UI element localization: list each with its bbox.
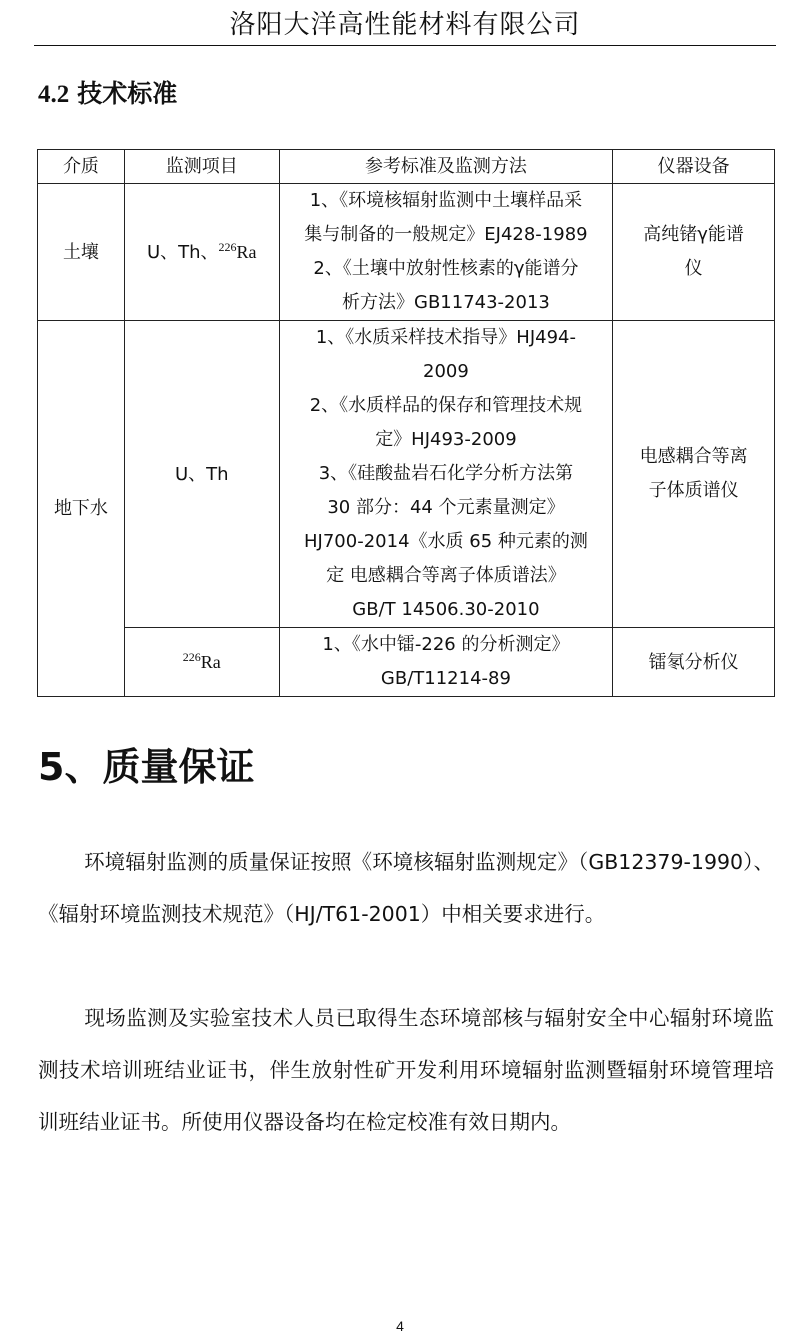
reference-cell (279, 321, 613, 628)
header-medium: 介质 (38, 150, 125, 184)
paragraph-text: 现场监测及实验室技术人员已取得生态环境部核与辐射安全中心辐射环境监测技术培训班结业证书，伴生放射性矿开发利用环境辐射监测暨辐射环境管理培训班结业证书。所使用仪器设备均在检定校准有效日期内。 (38, 1006, 774, 1134)
table-row (38, 184, 775, 321)
table-row (38, 321, 775, 628)
instrument-cell: 镭氡分析仪 (613, 628, 775, 697)
reference-line: 2009 (423, 361, 469, 382)
instrument-cell (613, 184, 775, 321)
page-header-company: 洛阳大洋高性能材料有限公司 (229, 10, 581, 40)
isotope-mass: 226 (182, 649, 201, 664)
reference-line: 定 电感耦合等离子体质谱法》 (326, 565, 566, 586)
reference-line: HJ700-2014《水质 65 种元素的测 (304, 531, 588, 552)
reference-cell (279, 184, 613, 321)
reference-line: GB/T 14506.30-2010 (352, 599, 540, 620)
medium-cell: 土壤 (38, 184, 125, 321)
reference-line: 定》HJ493-2009 (375, 429, 517, 450)
header-reference: 参考标准及监测方法 (279, 150, 613, 184)
section-5-heading: 5、质量保证 (38, 745, 255, 789)
header-divider (34, 45, 776, 46)
paragraph-text: 环境辐射监测的质量保证按照《环境核辐射监测规定》（GB12379-1990）、《辐射环境监测技术规范》（HJ/T61-2001）中相关要求进行。 (38, 850, 774, 926)
reference-line: 1、《水质采样技术指导》HJ494- (315, 327, 577, 348)
instrument-cell (613, 321, 775, 628)
section-title: 技术标准 (77, 79, 178, 108)
reference-cell (279, 628, 613, 697)
isotope-mass: 226 (218, 239, 237, 254)
reference-line: 1、《水中镭-226 的分析测定》 (322, 634, 570, 655)
items-cell (124, 184, 279, 321)
instrument-line: 子体质谱仪 (648, 480, 739, 501)
reference-line: 2、《土壤中放射性核素的γ能谱分 (313, 258, 579, 279)
header-items: 监测项目 (124, 150, 279, 184)
items-text: U、Th、 (146, 241, 219, 263)
table-header-row (38, 150, 775, 184)
paragraph (38, 992, 774, 1148)
standards-table (37, 149, 775, 697)
instrument-line: 高纯锗γ能谱 (643, 224, 744, 245)
items-cell: U、Th (124, 321, 279, 628)
isotope-symbol: Ra (200, 651, 221, 672)
medium-cell: 地下水 (38, 321, 125, 697)
instrument-line: 电感耦合等离 (639, 446, 748, 467)
items-cell (124, 628, 279, 697)
reference-line: 2、《水质样品的保存和管理技术规 (309, 395, 583, 416)
reference-line: 析方法》GB11743-2013 (342, 292, 550, 313)
section-number: 4.2 (38, 81, 70, 108)
reference-line: 30 部分：44 个元素量测定》 (327, 497, 565, 518)
isotope-symbol: Ra (236, 241, 257, 262)
page-number: 4 (396, 1318, 404, 1334)
instrument-line: 仪 (684, 258, 703, 279)
section-4-2-heading (38, 76, 177, 113)
header-instrument: 仪器设备 (613, 150, 775, 184)
reference-line: 3、《硅酸盐岩石化学分析方法第 (318, 463, 574, 484)
table-row (38, 628, 775, 697)
reference-line: GB/T11214-89 (380, 668, 511, 689)
reference-line: 1、《环境核辐射监测中土壤样品采 (309, 190, 583, 211)
paragraph (38, 836, 774, 940)
reference-line: 集与制备的一般规定》EJ428-1989 (304, 224, 588, 245)
